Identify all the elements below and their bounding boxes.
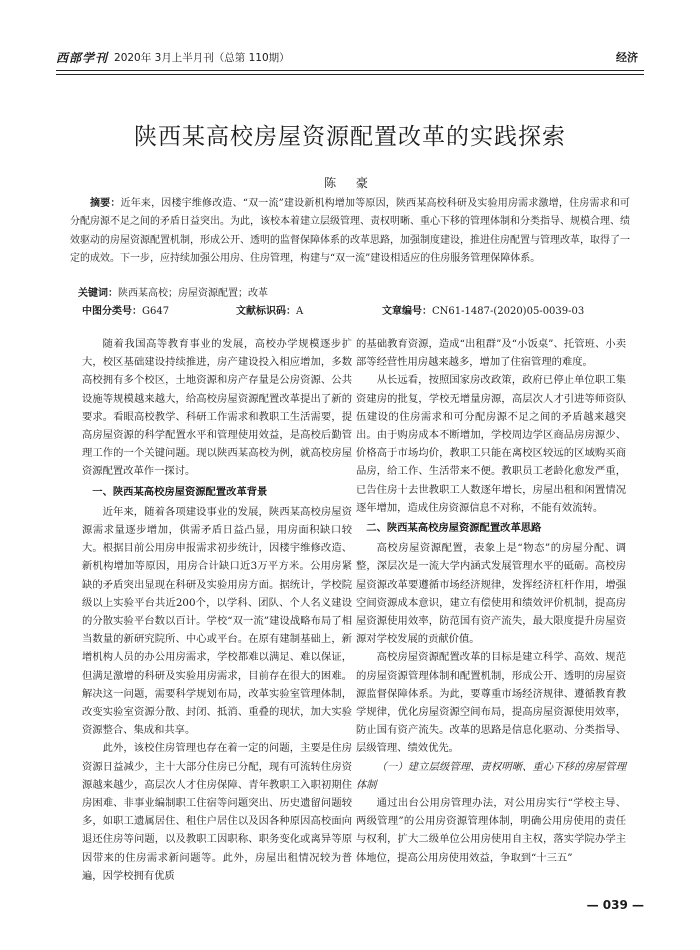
issue-info: 2020年 3月上半月刊（总第 110期） [114, 51, 290, 64]
body-column-right [356, 335, 626, 867]
article-title: 陕西某高校房屋资源配置改革的实践探索 [134, 124, 566, 150]
article-no-item [382, 303, 584, 321]
section-name: 经济 [616, 51, 638, 64]
clc-value: G647 [142, 306, 170, 317]
paragraph: 此外，该校住房管理也存在着一定的问题，主要是住房资源日益减少，主十大部分住房已分配，现有可流转住房资源越来越少，高层次人才住房保障、青年教职工入职初期住房困难、非事业编制职工住宿等问题突出、历史遗留问题较多，如职工遗属居住、租住户居住以及因各种原因高校面向退还住房等问题，以及教职工因职称、职务变化或离异等原因带来的住房需求新问题等。此外，房屋出租情况较为普遍，因学校拥有优质 [82, 742, 352, 882]
header-rule [56, 70, 644, 75]
paragraph: 通过出台公用房管理办法，对公用房实行“学校主导、两级管理”的公用房资源管理体制，明确公用房使用的责任与权利，扩大二级单位公用房使用自主权，落实学院办学主体地位，提高公用房使用效益，争取到“十三五” [356, 797, 626, 864]
page-number: — 039 — [586, 898, 644, 912]
abstract [70, 195, 630, 268]
running-header [56, 46, 644, 68]
paragraph: 高校房屋资源配置，表象上是“物态”的房屋分配、调整，深层次是一流大学内涵式发展管理水平的砥砺。高校房屋资源改革要遵循市场经济规律，发挥经济杠杆作用，增强空间资源成本意识，建立有偿使用和绩效评价机制，提高房屋资源使用效率，防范国有资产流失，最大限度提升房屋资源对学校发展的贡献价值。 [356, 542, 626, 646]
keywords-label: 关键词： [78, 288, 118, 299]
keywords-line [78, 285, 268, 303]
abstract-text: 近年来，因楼宇维修改造、“双一流”建设新机构增加等原因，陕西某高校科研及实验用房需求激增，住房需求和可分配房源不足之间的矛盾日益突出。为此，该校本着建立层级管理、责权明晰、重心下移的管理体制和分类指导、规模合理、绩效驱动的房屋资源配置机制，形成公开、透明的监督保障体系的改革思路，加强制度建设，推进住房配置与管理改革，取得了一定的成效。下一步，应持续加强公用房、住房管理，构建与“双一流”建设相适应的住房服务管理保障体系。 [70, 198, 630, 264]
doc-code-value: A [296, 306, 304, 317]
article-author: 陈 豪 [324, 176, 376, 190]
paragraph: 从长远看，按照国家房改政策，政府已停止单位职工集资建房的批复，学校无增量房源，高层次人才引进等师资队伍建设的住房需求和可分配房源不足之间的矛盾越来越突出。由于购房成本不断增加，学校周边学区商品房房源少、价格高于市场均价，教职工只能在离校区较远的区域购买商品房，给工作、生活带来不便。教职员工老龄化愈发严重，已告住房十去世教职工人数逐年增长，房屋出租和闲置情况逐年增加，造成住房资源信息不对称，不能有效流转。 [356, 374, 626, 514]
paragraph: 的基础教育资源，造成“出租群”及“小饭桌”、托管班、小卖部等经营性用房越来越多，增加了住宿管理的难度。 [356, 338, 626, 369]
paragraph: 近年来，随着各项建设事业的发展，陕西某高校房屋资源需求量逐步增加，供需矛盾日益凸显，用房面积缺口较大。根据目前公用房申报需求初步统计，因楼宇维修改造、新机构增加等原因，用房合计缺口近3万平方米。公用房紧缺的矛盾突出显现在科研及实验用房方面。据统计，学校院级以上实验平台共近200个，以学科、团队、个人名义建设的分散实验平台数以百计。学校“双一流”建设战略布局了相当数量的新研究院所、中心或平台。在原有建制基础上，新增机构人员的办公用房需求，学校都难以满足、难以保证，但满足激增的科研及实验用房需求，目前存在很大的困难。解决这一问题，需要科学规划布局，改革实验室管理体制，改变实验室资源分散、封闭、抵消、重叠的现状，加大实验资源整合、集成和共享。 [82, 505, 352, 737]
paragraph: 随着我国高等教育事业的发展，高校办学规模逐步扩大，校区基础建设持续推进，房产建设投入相应增加，多数高校拥有多个校区，土地资源和房产存量是公房资源、公共设施等规模越来越大，给高校房屋资源配置改革提出了新的要求。看眼高校教学、科研工作需求和教职工生活需要，提高房屋资源的科学配置水平和管理使用效益，是高校后勤管理工作的一个关键问题。现以陕西某高校为例，就高校房屋资源配置改革作一探讨。 [82, 338, 352, 478]
section-heading-1: 一、陕西某高校房屋资源配置改革背景 [92, 485, 268, 498]
classification-line [82, 303, 622, 321]
journal-logo: 西部学刊 [56, 50, 109, 65]
clc-item [82, 303, 169, 321]
article-no-label: 文章编号： [382, 306, 432, 317]
paragraph: 高校房屋资源配置改革的目标是建立科学、高效、规范的房屋资源管理体制和配置机制，形成公开、透明的房屋资源监督保障体系。为此，要尊重市场经济规律、遵循教育教学规律，优化房屋资源空间布局，提高房屋资源使用效率，防止国有资产流失。改革的思路是信息化驱动、分类指导、层级管理、绩效优先。 [356, 651, 626, 755]
doc-code-label: 文献标识码： [236, 306, 296, 317]
keywords: 陕西某高校；房屋资源配置；改革 [118, 288, 268, 299]
body-column-left [82, 335, 352, 885]
subsection-heading-1: （一）建立层级管理、责权明晰、重心下移的房屋管理体制 [356, 760, 626, 791]
abstract-label: 摘要： [90, 198, 121, 209]
article-no-value: CN61-1487-(2020)05-0039-03 [432, 306, 585, 317]
section-heading-2: 二、陕西某高校房屋资源配置改革思路 [366, 522, 542, 535]
clc-label: 中图分类号： [82, 306, 142, 317]
doc-code-item [236, 303, 303, 321]
